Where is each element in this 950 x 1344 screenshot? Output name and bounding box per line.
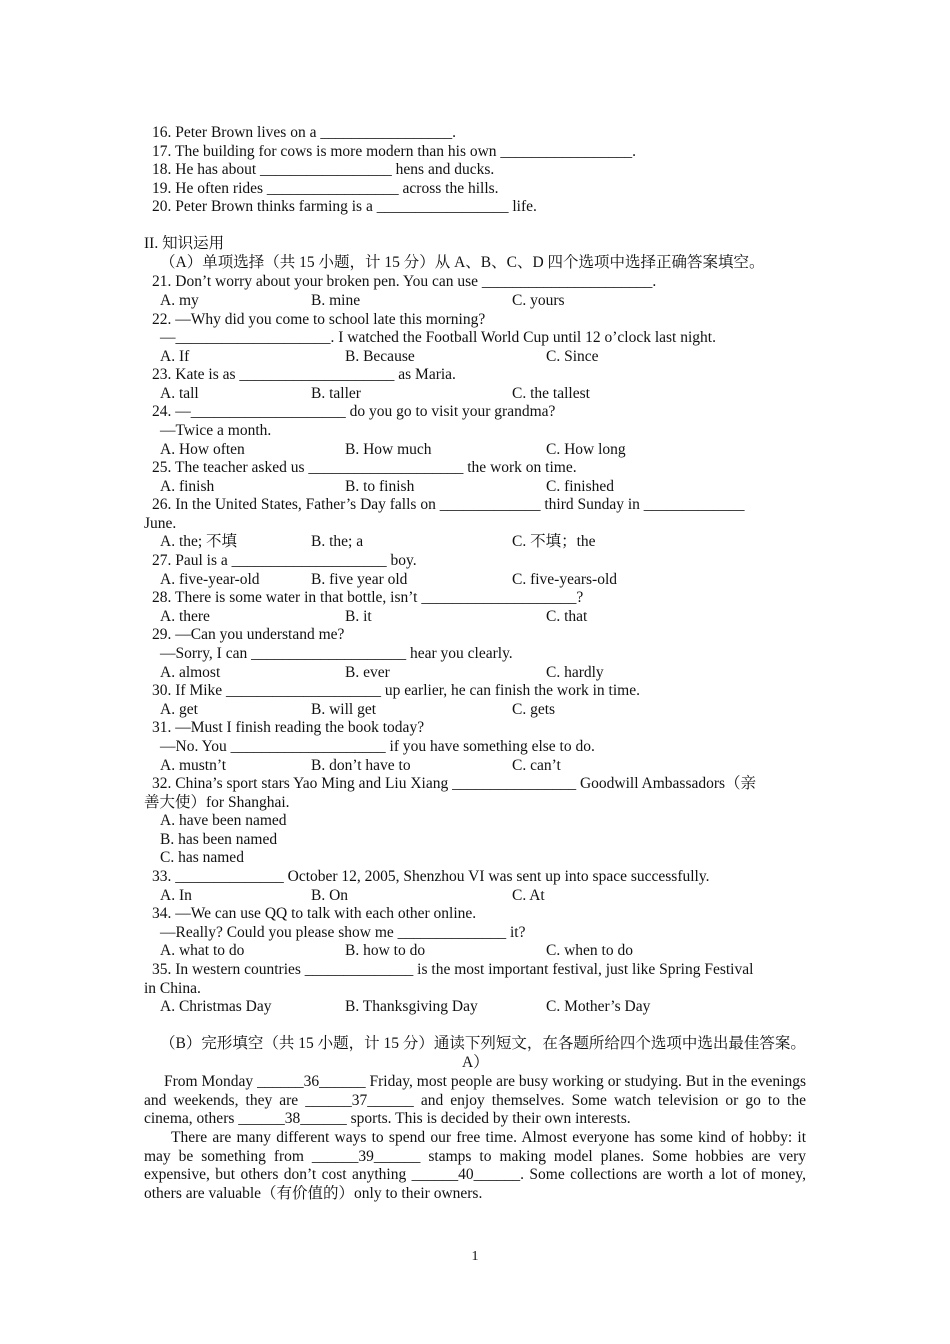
question-34-option-a: A. what to do xyxy=(160,942,245,959)
part-a-instructions: （A）单项选择（共 15 小题，计 15 分）从 A、B、C、D 四个选项中选择正确答案填空。 xyxy=(160,254,765,271)
section-heading: II. 知识运用 xyxy=(144,235,225,252)
passage-label: A） xyxy=(462,1054,489,1071)
question-22-option-b: B. Because xyxy=(345,348,415,365)
question-16: 16. Peter Brown lives on a _________________. xyxy=(152,124,456,141)
question-31-option-a: A. mustn’t xyxy=(160,757,227,774)
question-31-option-b: B. don’t have to xyxy=(311,757,411,774)
question-28-option-b: B. it xyxy=(345,608,372,625)
question-24-stem: 24. —____________________ do you go to visit your grandma? xyxy=(152,403,556,420)
question-30-option-c: C. gets xyxy=(512,701,556,718)
question-22-stem-2: —____________________. I watched the Football World Cup until 12 o’clock last night. xyxy=(160,329,716,346)
question-32-stem: 32. China’s sport stars Yao Ming and Liu Xiang ________________ Goodwill Ambassadors（亲 xyxy=(152,775,757,792)
question-31-option-c: C. can’t xyxy=(512,757,561,774)
question-35-option-a: A. Christmas Day xyxy=(160,998,272,1015)
question-22-stem: 22. —Why did you come to school late this morning? xyxy=(152,311,486,328)
question-29-option-c: C. hardly xyxy=(546,664,604,681)
question-32-option-a: A. have been named xyxy=(160,812,287,829)
question-28-option-a: A. there xyxy=(160,608,210,625)
question-30-option-a: A. get xyxy=(160,701,198,718)
question-26-option-c: C. 不填；the xyxy=(512,533,596,550)
question-26-stem-2: June. xyxy=(144,515,177,532)
question-29-stem: 29. —Can you understand me? xyxy=(152,626,345,643)
question-26-option-a: A. the; 不填 xyxy=(160,533,238,550)
question-32-option-b: B. has been named xyxy=(160,831,278,848)
question-21-option-a: A. my xyxy=(160,292,199,309)
question-33-option-a: A. In xyxy=(160,887,192,904)
question-28-stem: 28. There is some water in that bottle, isn’t ____________________? xyxy=(152,589,584,606)
question-17: 17. The building for cows is more modern than his own _________________. xyxy=(152,143,637,160)
question-33-stem: 33. ______________ October 12, 2005, Shenzhou VI was sent up into space successfully. xyxy=(152,868,710,885)
question-25-stem: 25. The teacher asked us ____________________ the work on time. xyxy=(152,459,577,476)
question-24-stem-2: —Twice a month. xyxy=(160,422,272,439)
question-27-option-a: A. five-year-old xyxy=(160,571,260,588)
question-28-option-c: C. that xyxy=(546,608,588,625)
question-35-stem-2: in China. xyxy=(144,980,201,997)
question-21-option-c: C. yours xyxy=(512,292,565,309)
question-24-option-b: B. How much xyxy=(345,441,432,458)
question-24-option-a: A. How often xyxy=(160,441,245,458)
question-29-option-a: A. almost xyxy=(160,664,221,681)
question-29-stem-2: —Sorry, I can ____________________ hear you clearly. xyxy=(160,645,513,662)
question-27-option-c: C. five-years-old xyxy=(512,571,618,588)
passage-paragraph-1: From Monday ______36______ Friday, most people are busy working or studying. But in the evenings and weekends, they are ______37______ and enjoy themselves. Some watch television or go to the cinema, others ______38______ sports. This is decided by their own interests. xyxy=(144,1073,806,1128)
question-35-option-c: C. Mother’s Day xyxy=(546,998,651,1015)
question-30-option-b: B. will get xyxy=(311,701,377,718)
question-25-option-b: B. to finish xyxy=(345,478,415,495)
question-31-stem-2: —No. You ____________________ if you have something else to do. xyxy=(160,738,595,755)
question-32-option-c: C. has named xyxy=(160,849,244,866)
question-31-stem: 31. —Must I finish reading the book today? xyxy=(152,719,425,736)
question-26-stem: 26. In the United States, Father’s Day falls on _____________ third Sunday in _____________ xyxy=(152,496,745,513)
question-34-stem: 34. —We can use QQ to talk with each other online. xyxy=(152,905,477,922)
question-21-option-b: B. mine xyxy=(311,292,361,309)
question-23-option-b: B. taller xyxy=(311,385,361,402)
question-33-option-c: C. At xyxy=(512,887,545,904)
question-22-option-c: C. Since xyxy=(546,348,599,365)
page-number: 1 xyxy=(471,1249,479,1264)
question-23-stem: 23. Kate is as ____________________ as Maria. xyxy=(152,366,456,383)
part-b-instructions: （B）完形填空（共 15 小题，计 15 分）通读下列短文，在各题所给四个选项中选出最佳答案。 xyxy=(160,1035,806,1052)
question-21-stem: 21. Don’t worry about your broken pen. You can use ______________________. xyxy=(152,273,657,290)
question-30-stem: 30. If Mike ____________________ up earlier, he can finish the work in time. xyxy=(152,682,640,699)
question-25-option-a: A. finish xyxy=(160,478,215,495)
question-29-option-b: B. ever xyxy=(345,664,390,681)
question-33-option-b: B. On xyxy=(311,887,349,904)
question-34-option-b: B. how to do xyxy=(345,942,426,959)
question-23-option-a: A. tall xyxy=(160,385,199,402)
question-27-option-b: B. five year old xyxy=(311,571,408,588)
question-22-option-a: A. If xyxy=(160,348,190,365)
question-27-stem: 27. Paul is a ____________________ boy. xyxy=(152,552,417,569)
question-34-stem-2: —Really? Could you please show me ______________ it? xyxy=(160,924,526,941)
question-32-stem-2: 善大使）for Shanghai. xyxy=(144,794,290,811)
question-35-option-b: B. Thanksgiving Day xyxy=(345,998,478,1015)
question-26-option-b: B. the; a xyxy=(311,533,364,550)
question-24-option-c: C. How long xyxy=(546,441,626,458)
question-34-option-c: C. when to do xyxy=(546,942,633,959)
passage-paragraph-2: There are many different ways to spend our free time. Almost everyone has some kind of hobby: it may be something from ______39______ stamps to making model planes. Some hobbies are very expensive, but others don’t cost anything ______40______. Some collections are worth a lot of money, others are valuable（有价值的）only to their owners. xyxy=(144,1129,806,1202)
question-25-option-c: C. finished xyxy=(546,478,615,495)
question-35-stem: 35. In western countries ______________ is the most important festival, just like Spring Festival xyxy=(152,961,754,978)
question-23-option-c: C. the tallest xyxy=(512,385,590,402)
question-20: 20. Peter Brown thinks farming is a _________________ life. xyxy=(152,198,537,215)
question-19: 19. He often rides _________________ across the hills. xyxy=(152,180,499,197)
question-18: 18. He has about _________________ hens and ducks. xyxy=(152,161,495,178)
